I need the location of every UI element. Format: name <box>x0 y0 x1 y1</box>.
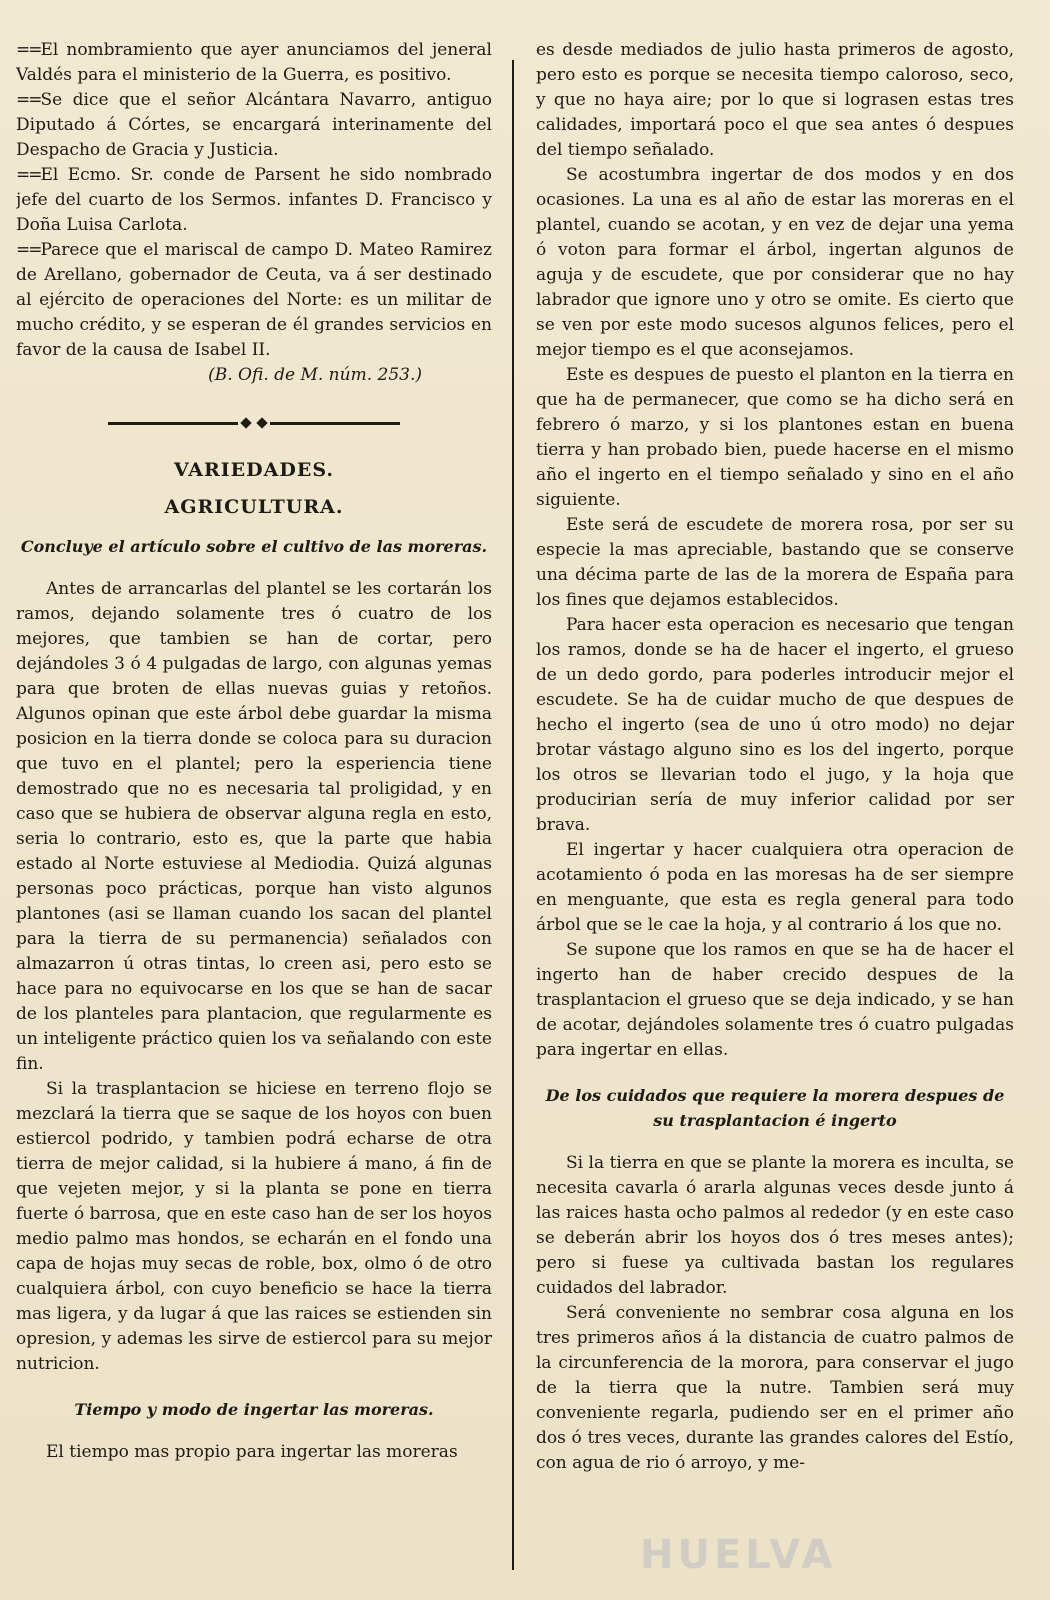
paragraph: El tiempo mas propio para ingertar las moreras <box>46 1442 458 1462</box>
article-body <box>16 577 492 1465</box>
article-body-continued <box>536 38 1014 1476</box>
right-column <box>536 38 1014 1590</box>
news-item: ==El Ecmo. Sr. conde de Parsent he sido nombrado jefe del cuarto de los Sermos. infantes D. Francisco y Doña Luisa Carlota. <box>16 165 492 235</box>
paragraph: Si la tierra en que se plante la morera es inculta, se necesita cavarla ó ararla algunas veces desde junto á las raices hasta ocho palmos al rededor (y en este caso se deberán abrir los hoyos dos ó tres meses antes); pero si fuese ya cultivada bastan los regulares cuidados del labrador. <box>536 1153 1014 1298</box>
paragraph: Para hacer esta operacion es necesario que tengan los ramos, donde se ha de hacer el ingerto, el grueso de un dedo gordo, para poderles introducir mejor el escudete. Se ha de cuidar mucho de que despues de hecho el ingerto (sea de uno ú otro modo) no dejar brotar vástago alguno sino es los del ingerto, porque los otros se llevarian todo el jugo, y la hoja que producirian sería de muy inferior calidad por ser brava. <box>536 615 1014 835</box>
article-title: Concluye el artículo sobre el cultivo de las moreras. <box>20 537 488 556</box>
news-item: ==Se dice que el señor Alcántara Navarro, antiguo Diputado á Córtes, se encargará interinamente del Despacho de Gracia y Justicia. <box>16 90 492 160</box>
library-watermark: HUELVA <box>640 1532 837 1578</box>
left-column <box>16 38 492 1590</box>
news-item: ==El nombramiento que ayer anunciamos del jeneral Valdés para el ministerio de la Guerra, es positivo. <box>16 40 492 85</box>
paragraph: Antes de arrancarlas del plantel se les cortarán los ramos, dejando solamente tres ó cuatro de los mejores, que tambien se han de cortar, pero dejándoles 3 ó 4 pulgadas de largo, con algunas yemas para que broten de ellas nuevas guias y retoños. Algunos opinan que este árbol debe guardar la misma posicion en la tierra donde se coloca para su duracion que tuvo en el plantel; pero la esperiencia tiene demostrado que no es necesaria tal proligidad, y en caso que se hubiera de observar alguna regla en esto, seria lo contrario, esto es, que la parte que habia estado al Norte estuviese al Mediodia. Quizá algunas personas poco prácticas, porque han visto algunos plantones (asi se llaman cuando los sacan del plantel para la tierra de su permanencia) señalados con almazarron ú otras tintas, lo creen asi, pero esto se hace para no equivocarse en los que se han de sacar de los planteles para plantacion, que regularmente es un inteligente práctico quien los va señalando con este fin. <box>16 579 492 1074</box>
news-item: ==Parece que el mariscal de campo D. Mateo Ramirez de Arellano, gobernador de Ceuta, va á ser destinado al ejército de operaciones del Norte: es un militar de mucho crédito, y se esperan de él grandes servicios en favor de la causa de Isabel II. <box>16 240 492 360</box>
paragraph: es desde mediados de julio hasta primeros de agosto, pero esto es porque se necesita tiempo caloroso, seco, y que no haya aire; por lo que si lograsen estas tres calidades, importará poco el que sea antes ó despues del tiempo señalado. <box>536 40 1014 160</box>
paragraph: Se acostumbra ingertar de dos modos y en dos ocasiones. La una es al año de estar las moreras en el plantel, cuando se acotan, y en vez de dejar una yema ó voton para formar el árbol, ingertan algunos de aguja y de escudete, que por considerar que no hay labrador que ignore uno y otro se omite. Es cierto que se ven por este modo sucesos algunos felices, pero el mejor tiempo es el que aconsejamos. <box>536 165 1014 360</box>
column-rule <box>512 60 514 1570</box>
article-subheading: Tiempo y modo de ingertar las moreras. <box>74 1400 434 1419</box>
article-subheading: De los cuidados que requiere la morera despues de su trasplantacion é ingerto <box>545 1086 1005 1130</box>
paragraph: Si la trasplantacion se hiciese en terreno flojo se mezclará la tierra que se saque de los hoyos con buen estiercol podrido, y tambien podrá echarse de otra tierra de mejor calidad, si la hubiere á mano, á fin de que vejeten mejor, y si la planta se pone en tierra fuerte ó barrosa, que en este caso han de ser los hoyos medio palmo mas hondos, se echarán en el fondo una capa de hojas muy secas de roble, box, olmo ó de otro cualquiera árbol, con cuyo beneficio se hace la tierra mas ligera, y da lugar á que las raices se estienden sin opresion, y ademas les sirve de estiercol para su mejor nutricion. <box>16 1079 492 1374</box>
paragraph: Este será de escudete de morera rosa, por ser su especie la mas apreciable, bastando que se conserve una décima parte de las de la morera de España para los fines que dejamos establecidos. <box>536 515 1014 610</box>
paragraph: Será conveniente no sembrar cosa alguna en los tres primeros años á la distancia de cuatro palmos de la circunferencia de la morora, para conservar el jugo de la tierra que la nutre. Tambien será muy conveniente regarla, pudiendo ser en el primer año dos ó tres veces, durante las grandes calores del Estío, con agua de rio ó arroyo, y me- <box>536 1303 1014 1473</box>
paragraph: Se supone que los ramos en que se ha de hacer el ingerto han de haber crecido despues de la trasplantacion el grueso que se deja indicado, y se han de acotar, dejándoles solamente tres ó cuatro pulgadas para ingertar en ellas. <box>536 940 1014 1060</box>
paragraph: El ingertar y hacer cualquiera otra operacion de acotamiento ó poda en las moresas ha de ser siempre en menguante, que esta es regla general para todo árbol que se le cae la hoja, y al contrario á los que no. <box>536 840 1014 935</box>
section-title: VARIEDADES. <box>173 459 334 481</box>
paragraph: Este es despues de puesto el planton en la tierra en que ha de permanecer, que como se ha dicho será en febrero ó marzo, y si los plantones estan en buena tierra y han probado bien, puede hacerse en el mismo año el ingerto en el tiempo señalado y sino en el año siguiente. <box>536 365 1014 510</box>
subsection-title: AGRICULTURA. <box>164 496 344 518</box>
news-source: (B. Ofi. de M. núm. 253.) <box>208 365 422 385</box>
section-divider <box>16 418 492 428</box>
